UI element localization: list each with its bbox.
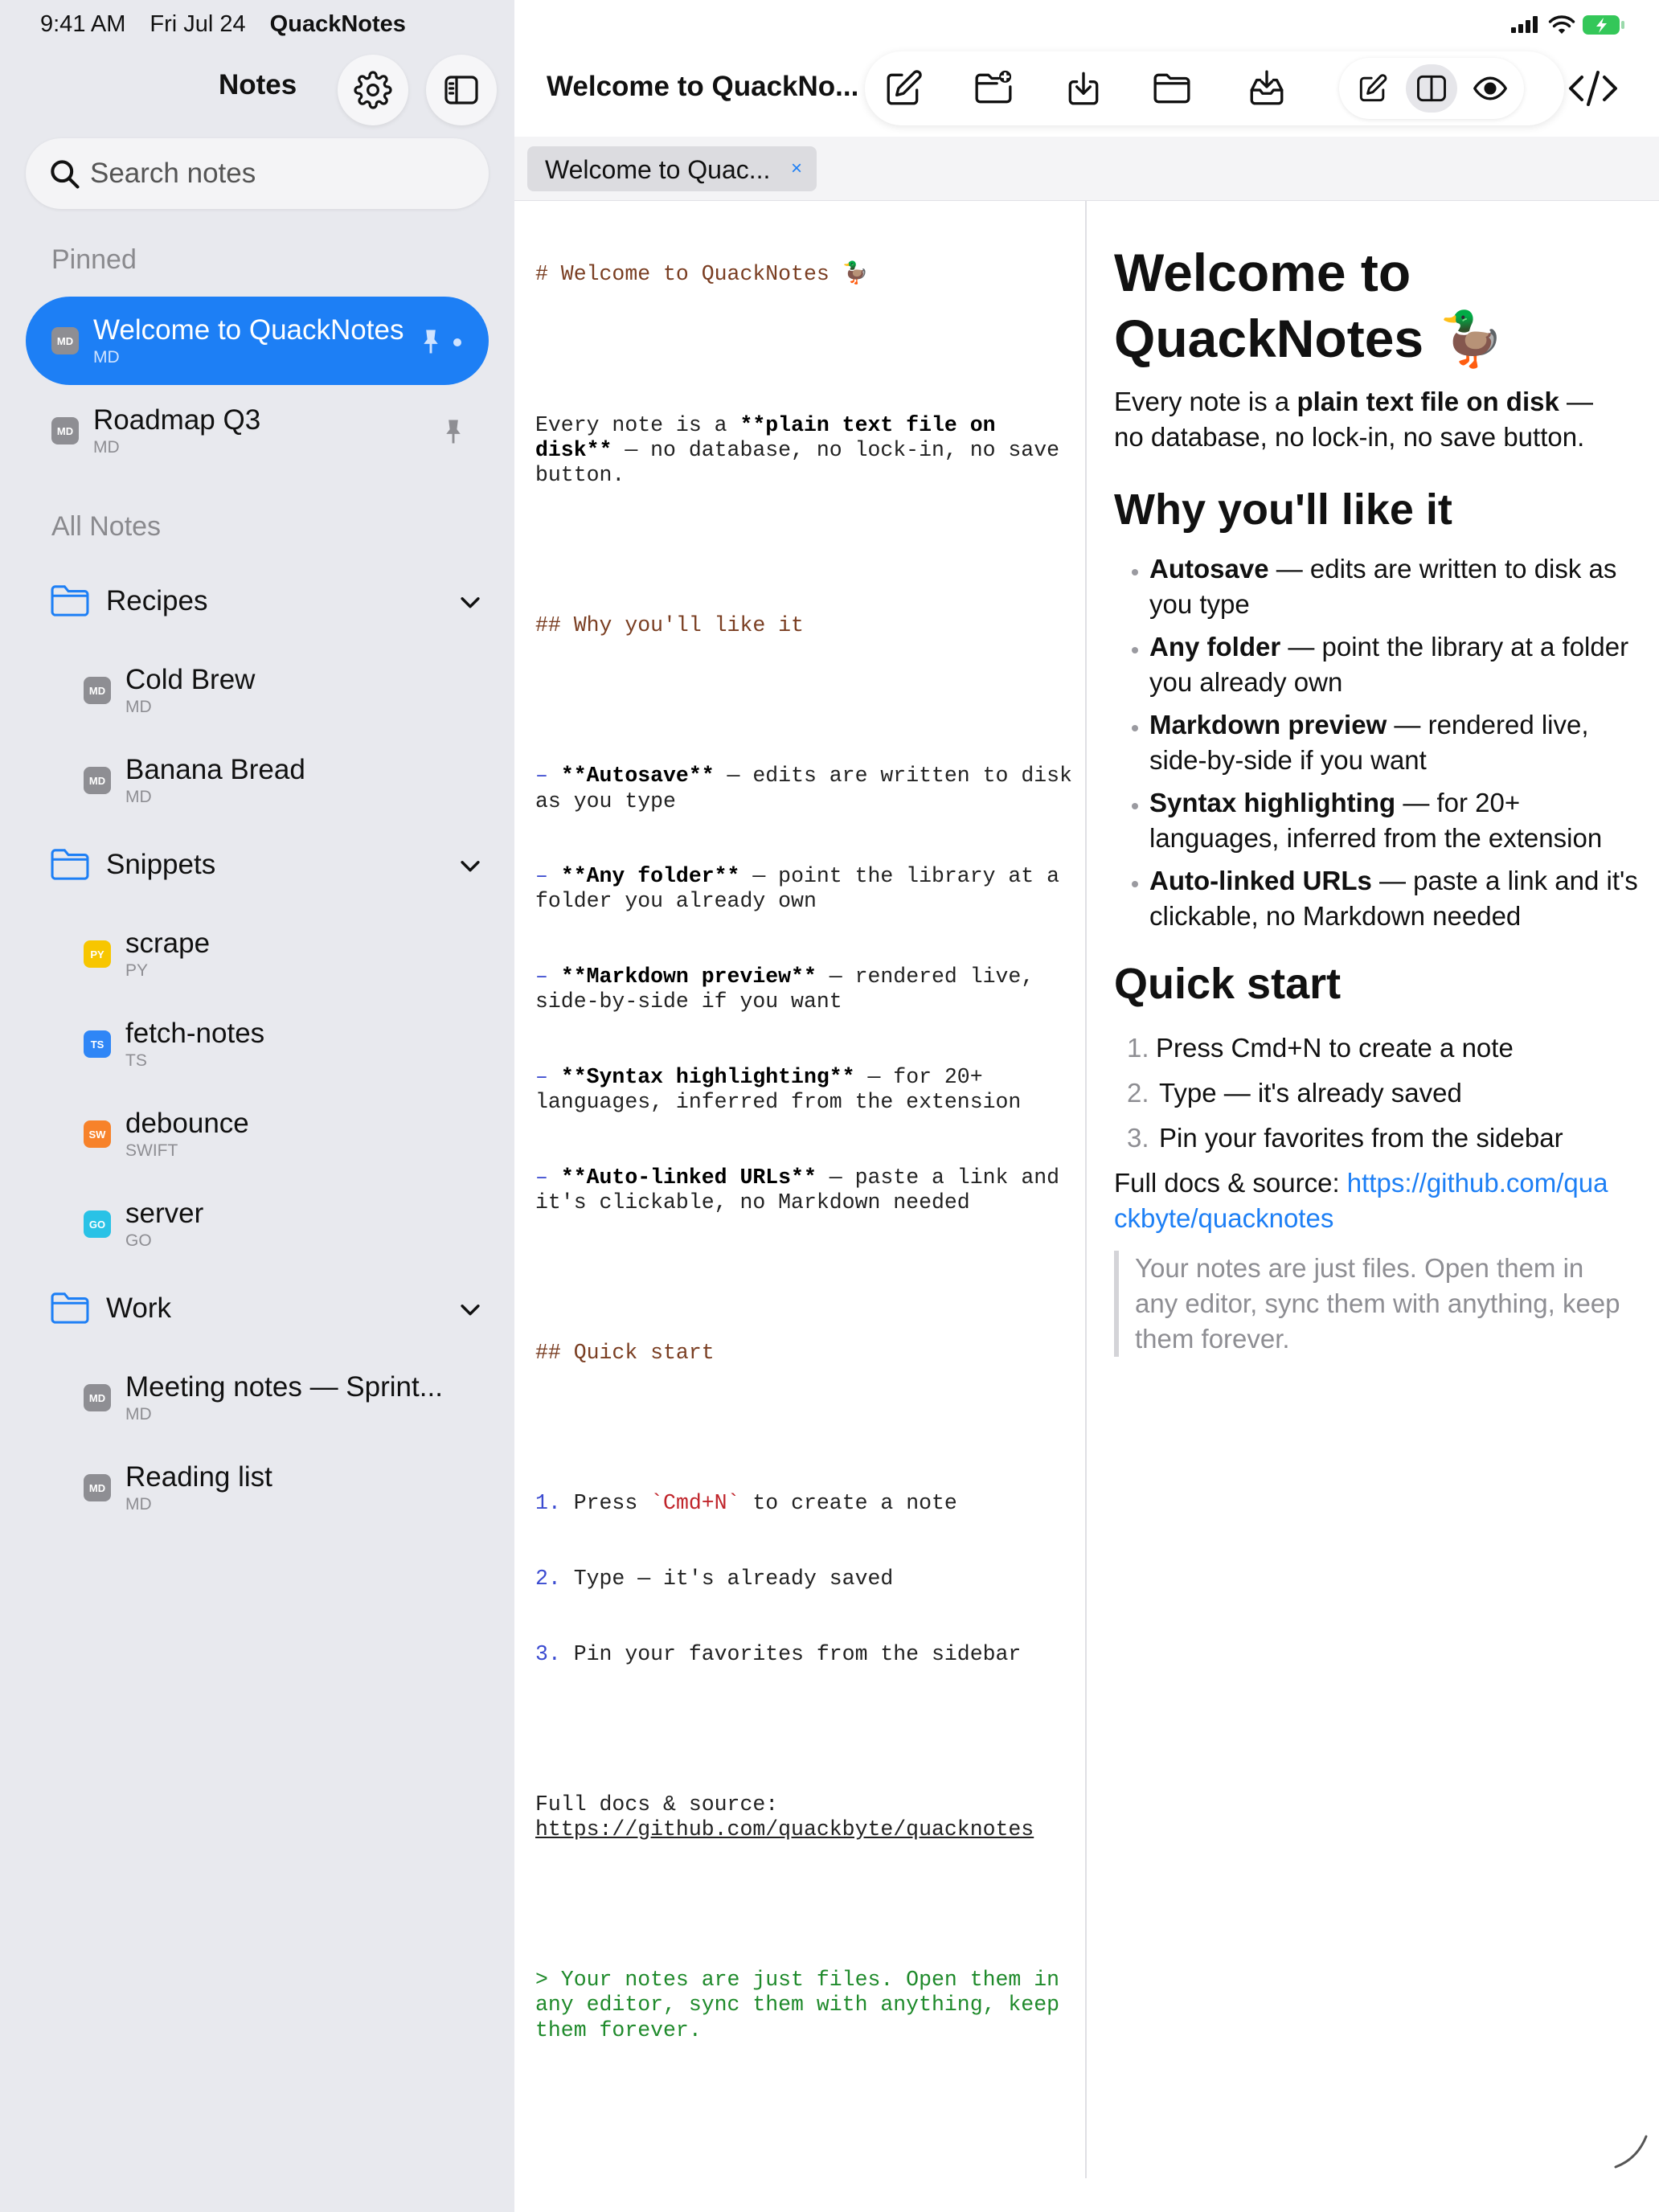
new-note-button[interactable] [879,64,928,113]
note-item-server[interactable] [58,1180,489,1268]
folder-icon [50,1291,90,1325]
cellular-signal-icon [1509,15,1542,35]
note-item-cold-brew[interactable] [58,646,489,735]
note-name: Meeting notes — Sprint... [125,1371,443,1403]
pinned-section-label: Pinned [51,244,137,275]
md-file-icon: MD [84,1384,111,1411]
preview-h1: Welcome to QuackNotes 🦆 [1114,243,1505,368]
all-notes-section-label: All Notes [51,511,162,542]
typescript-file-icon: TS [84,1030,111,1058]
bullet-icon [1132,647,1138,653]
source-list-item: – **Any folder** — point the library at a folder you already own [535,864,1072,914]
step-number: 3. [1127,1123,1149,1153]
scribble-handle-icon[interactable] [1611,2130,1651,2170]
tab-strip [514,137,1659,201]
preview-h2-quick-start: Quick start [1114,960,1342,1008]
sidebar-icon [442,71,481,109]
chevron-down-icon[interactable] [457,852,484,879]
chevron-down-icon[interactable] [457,588,484,616]
note-item-meeting-notes[interactable] [58,1354,489,1442]
edit-mode-button[interactable] [1347,64,1399,113]
chevron-down-icon[interactable] [457,1296,484,1323]
note-item-debounce[interactable] [58,1090,489,1178]
preview-mode-button[interactable] [1464,64,1516,113]
source-code-button[interactable] [1561,64,1625,113]
preview-list-item: Any folder — point the library at a folder you already own [1149,632,1629,697]
note-ext: TS [125,1051,147,1070]
note-item-fetch-notes[interactable] [58,1000,489,1088]
eye-icon [1473,71,1508,106]
status-date: Fri Jul 24 [150,11,246,37]
note-ext: SWIFT [125,1141,178,1160]
md-file-icon: MD [51,417,79,444]
note-name: Welcome to QuackNotes [93,314,404,346]
note-ext: GO [125,1231,152,1250]
source-list-item: – **Auto-linked URLs** — paste a link and it's clickable, no Markdown needed [535,1165,1072,1215]
folder-icon [50,847,90,881]
source-docs-line: Full docs & source: https://github.com/quackbyte/quacknotes [535,1792,1034,1841]
note-ext: MD [125,1495,152,1514]
preview-blockquote: Your notes are just files. Open them in any editor, sync them with anything, keep them forever. [1114,1251,1628,1357]
pencil-square-icon [1355,71,1391,106]
note-name: fetch-notes [125,1018,265,1049]
close-tab-icon[interactable]: × [790,158,802,179]
folder-plus-icon [973,68,1014,109]
split-mode-button[interactable] [1406,64,1457,113]
source-docs-link[interactable]: https://github.com/quackbyte/quacknotes [535,1817,1034,1841]
folder-snippets[interactable] [50,844,484,892]
markdown-source-editor[interactable] [514,201,1087,2178]
preview-step: Pin your favorites from the sidebar [1159,1123,1563,1153]
status-bar-left [40,11,406,38]
pin-icon [421,329,440,354]
note-item-welcome[interactable] [26,297,489,385]
pin-icon [444,419,463,444]
folder-icon [50,584,90,617]
search-input[interactable] [90,138,468,209]
note-name: Cold Brew [125,664,256,695]
folder-work[interactable] [50,1288,484,1336]
settings-button[interactable] [338,55,408,125]
wifi-icon [1548,14,1575,35]
source-list-item: – **Autosave** — edits are written to disk as you type [535,764,1085,813]
source-paragraph: Every note is a **plain text file on disk** — no database, no lock-in, no save button. [535,412,1072,488]
note-ext: MD [93,348,120,367]
step-number: 1. [1127,1033,1149,1063]
folder-name: Recipes [106,585,208,616]
preview-paragraph: Every note is a plain text file on disk — no database, no lock-in, no save button. [1114,387,1594,452]
preview-list-item: Syntax highlighting — for 20+ languages, inferred from the extension [1149,788,1603,853]
note-name: server [125,1198,204,1229]
preview-docs-line: Full docs & source: https://github.com/quackbyte/quacknotes [1114,1168,1608,1233]
markdown-preview [1088,201,1659,2178]
note-name: Banana Bread [125,754,305,785]
source-ordered-item: 2. Type — it's already saved [535,1566,894,1591]
folder-name: Snippets [106,849,216,880]
bullet-icon [1132,569,1138,576]
split-view-icon [1414,71,1449,106]
folder-name: Work [106,1292,172,1324]
md-file-icon: MD [84,677,111,704]
step-number: 2. [1127,1078,1149,1108]
bullet-icon [1132,803,1138,809]
source-ordered-item: 1. Press `Cmd+N` to create a note [535,1491,957,1516]
status-app-name: QuackNotes [269,11,406,37]
new-folder-button[interactable] [969,64,1018,113]
go-file-icon: GO [84,1210,111,1238]
status-time: 9:41 AM [40,11,126,37]
note-ext: MD [125,1405,152,1423]
source-ordered-item: 3. Pin your favorites from the sidebar [535,1641,1022,1666]
editor-header [514,0,1659,137]
md-file-icon: MD [51,327,79,354]
md-file-icon: MD [84,767,111,794]
note-name: Roadmap Q3 [93,404,261,436]
note-ext: PY [125,961,149,980]
note-item-banana-bread[interactable] [58,736,489,825]
battery-charging-icon [1582,14,1627,36]
note-ext: MD [125,788,152,806]
source-list-item: – **Syntax highlighting** — for 20+ languages, inferred from the extension [535,1064,1022,1115]
folder-icon [1152,68,1192,109]
note-ext: MD [125,698,152,716]
download-icon [1063,68,1104,109]
open-folder-button[interactable] [1148,64,1196,113]
unsaved-dot-icon [453,338,461,346]
search-bar[interactable] [26,138,489,209]
sidebar [0,0,514,2212]
document-title: Welcome to QuackNo... [547,71,859,102]
bullet-icon [1132,725,1138,731]
note-item-scrape[interactable] [58,910,489,998]
source-h2-why: ## Why you'll like it [535,613,804,638]
python-file-icon: PY [84,940,111,968]
folder-recipes[interactable] [50,580,484,629]
compose-icon [883,68,924,109]
note-ext: MD [93,438,120,457]
note-name: debounce [125,1108,249,1139]
note-name: Reading list [125,1461,272,1493]
preview-list-item: Auto-linked URLs — paste a link and it's clickable, no Markdown needed [1149,866,1638,931]
swift-file-icon: SW [84,1120,111,1148]
preview-list-item: Autosave — edits are written to disk as you type [1149,554,1617,619]
status-bar-right [1509,13,1627,37]
tab-welcome[interactable] [527,146,817,191]
note-item-roadmap[interactable] [26,387,489,475]
note-item-reading-list[interactable] [58,1444,489,1532]
view-mode-segmented-control [1339,58,1524,119]
preview-step: Press Cmd+N to create a note [1156,1033,1514,1063]
source-blockquote: > Your notes are just files. Open them in any editor, sync them with anything, keep them forever. [535,1968,1072,2042]
source-text[interactable] [535,212,1085,2093]
preview-docs-link[interactable]: https://github.com/quackbyte/quacknotes [1114,1168,1608,1233]
preview-list-item: Markdown preview — rendered live, side-by-side if you want [1149,710,1589,775]
source-list-item: – **Markdown preview** — rendered live, side-by-side if you want [535,965,1047,1014]
save-to-inbox-button[interactable] [1243,64,1291,113]
sidebar-title: Notes [219,69,297,100]
tray-download-icon [1247,68,1287,109]
tab-label: Welcome to Quac... [545,155,771,184]
bullet-icon [1132,881,1138,887]
search-icon [47,156,82,191]
gear-icon [354,71,392,109]
md-file-icon: MD [84,1474,111,1501]
note-name: scrape [125,928,211,959]
code-icon [1567,69,1619,108]
source-h2-quick-start: ## Quick start [535,1341,715,1366]
toggle-sidebar-button[interactable] [426,55,497,125]
import-button[interactable] [1059,64,1108,113]
preview-step: Type — it's already saved [1159,1078,1462,1108]
source-h1: # Welcome to QuackNotes 🦆 [535,262,869,287]
preview-h2-why: Why you'll like it [1114,485,1452,534]
